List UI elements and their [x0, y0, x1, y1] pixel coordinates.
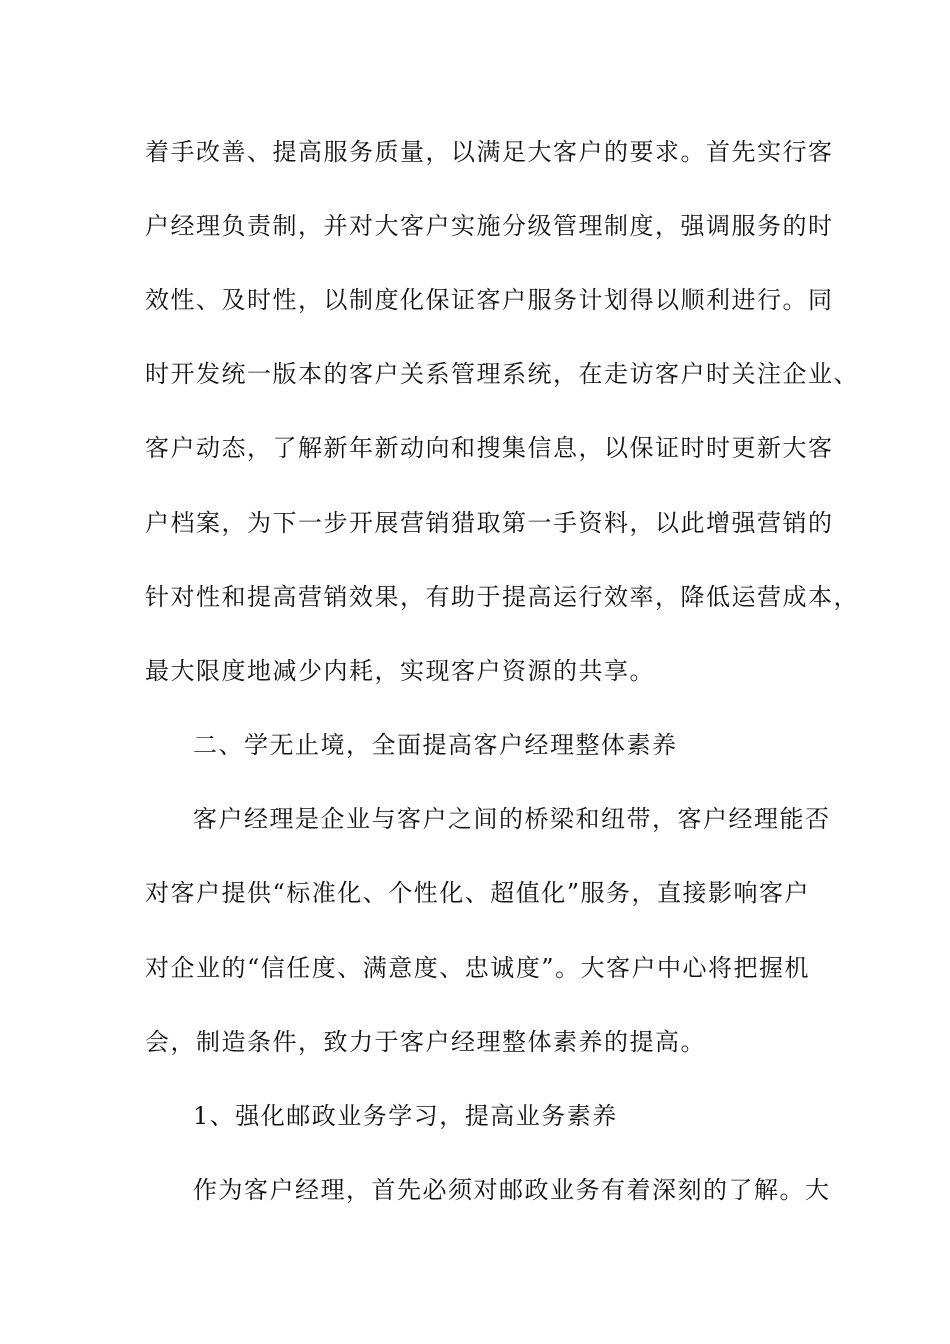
paragraph-line: 时开发统一版本的客户关系管理系统，在走访客户时关注企业、 — [145, 360, 859, 388]
paragraph-line: 最大限度地减少内耗，实现客户资源的共享。 — [145, 657, 655, 685]
paragraph-line: 效性、及时性，以制度化保证客户服务计划得以顺利进行。同 — [145, 286, 834, 314]
paragraph-line: 客户经理是企业与客户之间的桥梁和纽带，客户经理能否 — [193, 805, 831, 833]
paragraph-line: 会，制造条件，致力于客户经理整体素养的提高。 — [145, 1028, 706, 1056]
paragraph-line: 作为客户经理，首先必须对邮政业务有着深刻的了解。大 — [193, 1176, 831, 1204]
paragraph-line: 对企业的“信任度、满意度、忠诚度”。大客户中心将把握机 — [145, 954, 811, 982]
section-heading: 二、学无止境，全面提高客户经理整体素养 — [193, 731, 678, 759]
paragraph-line: 对客户提供“标准化、个性化、超值化”服务，直接影响客户 — [145, 879, 811, 907]
subsection-heading: 1、强化邮政业务学习，提高业务素养 — [193, 1102, 618, 1130]
paragraph-line: 户经理负责制，并对大客户实施分级管理制度，强调服务的时 — [145, 212, 834, 240]
paragraph-line: 针对性和提高营销效果，有助于提高运行效率，降低运营成本， — [145, 583, 859, 611]
paragraph-line: 客户动态，了解新年新动向和搜集信息，以保证时时更新大客 — [145, 434, 834, 462]
paragraph-line: 户档案，为下一步开展营销猎取第一手资料，以此增强营销的 — [145, 509, 834, 537]
paragraph-line: 着手改善、提高服务质量，以满足大客户的要求。首先实行客 — [145, 138, 834, 166]
